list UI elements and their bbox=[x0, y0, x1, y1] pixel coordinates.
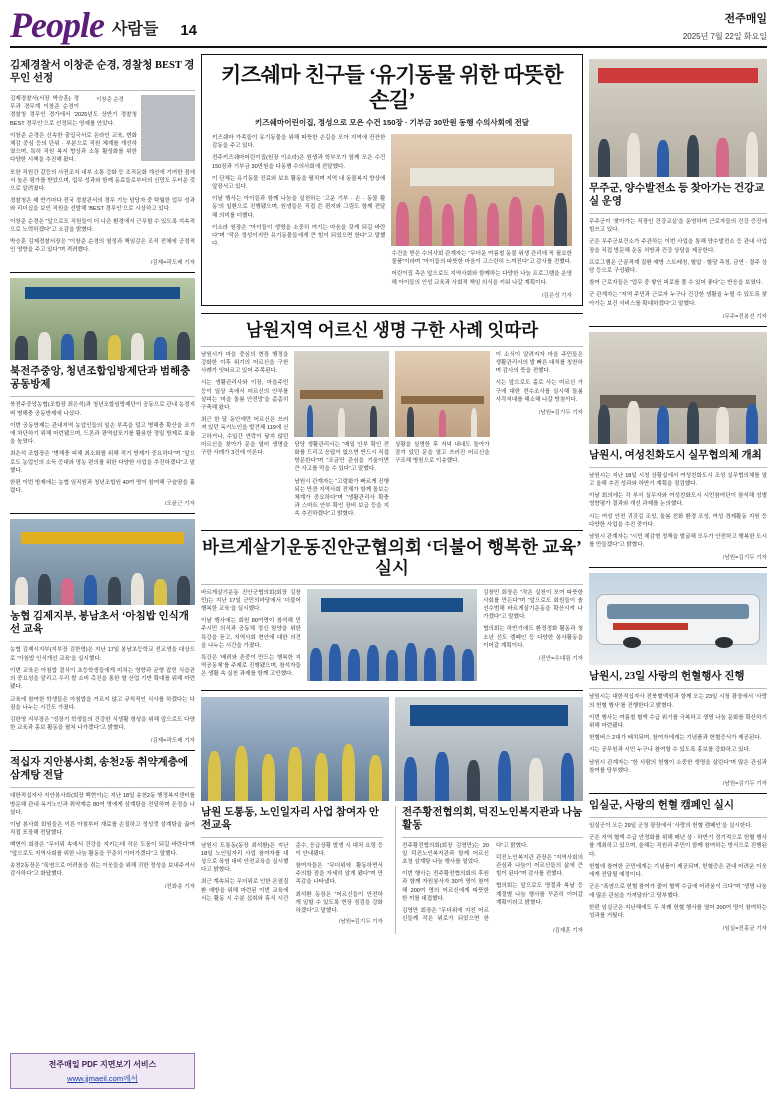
paragraph: 남원시가 마을 중심의 현장 행정을 강화한 이후 위기의 어르신을 구한 사례가 잇따르고 있어 주목된다. bbox=[201, 351, 289, 375]
article-police-officer bbox=[10, 54, 195, 266]
paragraph: 특강은 ‘배려와 존중이 만드는 행복한 지역공동체’를 주제로 진행됐으며, 참석자들은 생활 속 실천 과제를 함께 고민했다. bbox=[201, 655, 301, 678]
paragraph: 남원시는 대한적십자사 전북혈액원과 함께 오는 23일 시청 광장에서 ‘사랑의 헌혈 행사’를 진행한다고 밝혔다. bbox=[589, 694, 767, 709]
officer-portrait bbox=[141, 95, 195, 161]
divider bbox=[589, 467, 767, 468]
article-photo bbox=[10, 519, 195, 605]
paragraph: 최은석 조합장은 “병해충 피해 최소화를 위해 적기 방제가 중요하다”며 “앞으로도 농업인의 소득 증대와 영농 편의를 위한 다양한 사업을 추진하겠다”고 말했다. bbox=[10, 451, 195, 474]
article-headline: 북전주중앙, 청년조합임방제단과 범해충 공동방제 bbox=[10, 366, 191, 391]
page-number: 14 bbox=[180, 22, 198, 39]
paragraph: 시는 앞으로도 홀로 사는 어르신 가구에 대한 전수조사를 실시해 돌봄 사각지대를 해소해 나갈 방침이다. bbox=[495, 380, 583, 403]
byline: /김은성 기자 bbox=[541, 292, 572, 299]
article-photo bbox=[589, 59, 767, 177]
paragraph: 김제경찰서(서장 박승훈) 경무과 경무계 이창준 순경이 경찰청 경무인 경가에서 ‘2025년도 상반기 경찰청 BEST 경무인’으로 선정되는 영예를 안았다. bbox=[10, 96, 137, 127]
column-middle bbox=[201, 54, 583, 934]
paragraph: 무주군이 ‘찾아가는 직장인 건강교실’을 운영하며 근로자들의 건강 증진에 힘쓰고 있다. bbox=[589, 219, 767, 234]
paragraph: 이 소식이 알려지자 마을 주민들은 생활관리사의 발 빠른 대처를 칭찬하며 감사의 뜻을 전했다. bbox=[495, 351, 583, 375]
paragraph: 최석환 동장은 “어르신들이 안전하게 일할 수 있도록 현장 점검을 강화하겠다”고 말했다. bbox=[295, 891, 383, 915]
paragraph: 이번 공동방제는 관내지역 농업인들의 일손 부족을 덜고 병해충 확산을 조기에 차단하기 위해 마련됐으며, 드론과 광역살포기를 활용한 정밀 방제로 효율을 높였다. bbox=[10, 422, 195, 446]
paragraph: 한편 임실군은 지난해에도 두 차례 헌혈 행사를 열어 200여 명이 참여하는 성과를 거뒀다. bbox=[589, 904, 767, 919]
paragraph: 이번 행사는 여름철 혈액 수급 위기를 극복하고 생명 나눔 문화를 확산하기 위해 마련됐다. bbox=[589, 714, 767, 730]
paragraph: 시는 여성 안전 귀갓길 조성, 돌봄 친화 환경 조성, 여성 경제활동 지원 등 다양한 사업을 추진 중이다. bbox=[589, 513, 767, 528]
paper-date: 2025년 7월 22일 화요일 bbox=[682, 32, 767, 41]
article-health-class bbox=[589, 54, 767, 320]
paragraph: 어린이집 측은 앞으로도 지역사회와 함께하는 다양한 나눔 프로그램을 운영해 아이들의 인성 교육과 사회적 책임 의식을 키워 나갈 계획이다. bbox=[391, 271, 572, 286]
paragraph: 남원시 관계자는 “한 사람의 헌혈이 소중한 생명을 살린다”며 많은 관심과 참여를 당부했다. bbox=[589, 759, 767, 774]
paragraph: 또한 직원간 갈등의 사전조치 내부 소통 강화 등 조직문화 개선에 기여한 점에서 높은 평가를 받았으며, 업무 성과와 함께 동료들로부터의 신망도 두터운 것으로 알려졌다. bbox=[10, 169, 195, 193]
article-photo bbox=[10, 278, 195, 360]
column-right bbox=[589, 54, 767, 934]
paragraph: 시는 생활관리사와 이장, 마을주민 등이 일상 속에서 어르신의 안부를 살피는 ‘마을 돌봄 안전망’을 촘촘히 구축해 왔다. bbox=[201, 380, 289, 412]
paragraph: 농협 김제시지부(지부장 김한영)은 지난 17일 봉남초등학교 전교생을 대상으로 ‘아침밥 인식개선 교육’을 실시했다. bbox=[10, 647, 195, 662]
article-photo bbox=[307, 589, 477, 681]
divider bbox=[10, 750, 195, 751]
paragraph: 키즈쉐마 가족들이 유기동물을 위해 따뜻한 손길을 모아 지역에 잔잔한 감동을 주고 있다. bbox=[212, 135, 386, 150]
article-photo bbox=[589, 573, 767, 665]
paragraph: 덕진노인복지관 관장은 “지역사회의 관심과 나눔이 어르신들의 삶에 큰 힘이 된다”며 감사를 전했다. bbox=[495, 854, 583, 878]
paragraph: 박승훈 김제경찰서장은 “이창준 순경의 열정과 책임감은 조직 전체에 긍정적인 영향을 주고 있다”며 격려했다. bbox=[10, 239, 195, 254]
paragraph: 김창민 회장은 “작은 실천이 모여 따뜻한 사회를 만든다”며 “앞으로도 회원들이 솔선수범해 바르게살기운동을 확산시켜 나가겠다”고 말했다. bbox=[483, 589, 583, 621]
byline: /임실=전홍균 기자 bbox=[722, 926, 767, 933]
paragraph: 임실군이 오는 29일 군청 광장에서 ‘사랑의 헌혈 캠페인’을 실시한다. bbox=[589, 823, 753, 830]
divider bbox=[201, 346, 583, 347]
paragraph: 군 관계자는 “지역 주민과 근로자 누구나 건강한 생활을 누릴 수 있도록 찾아가는 보건 서비스를 확대하겠다”고 말했다. bbox=[589, 292, 767, 307]
article-headline: 남원 도통동, 노인일자리 사업 참여자 안전교육 bbox=[201, 806, 380, 831]
divider bbox=[201, 584, 583, 585]
article-breakfast-education bbox=[10, 519, 195, 744]
article-kids-donation bbox=[201, 54, 583, 306]
divider bbox=[402, 837, 583, 838]
paragraph: 김영만 회장은 “무더위에 지친 어르신들께 작은 위로가 되었으면 한다”고 밝혔다. bbox=[401, 842, 528, 923]
paragraph: 남원시 관계자는 “고령화가 빠르게 진행되는 만큼 지역사회 전체가 함께 돌보는 체계가 중요하다”며 “생활관리사 확충과 스마트 안부 확인 장비 보급 등을 지속 추진하겠다”고 밝혔다. bbox=[294, 478, 389, 518]
article-headline: 남원시, 23일 사랑의 헌혈행사 진행 bbox=[589, 671, 745, 683]
byline: /무주=전봉선 기자 bbox=[722, 313, 767, 320]
article-headline: 무주군, 양수발전소 등 찾아가는 건강교실 운영 bbox=[589, 183, 765, 207]
paragraph: 군은 “폭염으로 헌혈 참여가 줄어 혈액 수급에 어려움이 크다”며 “생명 나눔에 많은 관심을 가져달라”고 당부했다. bbox=[589, 884, 767, 899]
blood-donation-bus-icon bbox=[596, 594, 760, 646]
article-samgyetang-delivery bbox=[10, 756, 195, 890]
masthead bbox=[10, 5, 767, 48]
article-photo bbox=[201, 697, 389, 801]
divider bbox=[589, 213, 767, 214]
article-pest-control bbox=[10, 278, 195, 507]
paragraph: 수건을 받은 수의사회 관계자는 “무더운 여름철 동물 위생 관리에 꼭 필요한 물품”이라며 “아이들의 따뜻한 마음이 고스란히 느껴진다”고 감사를 전했다. bbox=[391, 251, 572, 266]
paragraph: 상황을 설명한 후 저녁 내내도 돌아가 잠겨 있던 문을 열고 쓰러진 어르신을 구조해 병원으로 이송했다. bbox=[395, 441, 490, 465]
paragraph: 이창준 순경은 “앞으로도 직원들이 더 나은 환경에서 근무할 수 있도록 지속적으로 노력하겠다”고 소감을 밝혔다. bbox=[10, 218, 195, 233]
article-blood-donation-namwon bbox=[589, 573, 767, 787]
paragraph: 헌혈버스 2대가 배치되며, 참여자에게는 기념품과 헌혈증서가 제공된다. bbox=[589, 735, 762, 742]
article-headline: 농협 김제지부, 봉남초서 ‘아침밥 인식개선 교육 bbox=[10, 611, 189, 636]
divider bbox=[10, 396, 195, 397]
article-headline: 적십자 지안봉사회, 송천2동 취약계층에 삼계탕 전달 bbox=[10, 757, 189, 782]
article-subhead: 키즈쉐마어린이집, 정성으로 모은 수건 150장 · 기부금 30만원 동행 수의사회에 전달 bbox=[254, 118, 530, 127]
article-blood-donation-imsil bbox=[589, 799, 767, 932]
column-left bbox=[10, 54, 195, 934]
paragraph: 남원시 도통동(동장 최석환)은 지난 18일 노인일자리 사업 참여자를 대상으로 폭염 대비 안전교육을 실시했다고 밝혔다. bbox=[201, 842, 289, 874]
paragraph: 이날 봉사회 회원들은 이른 아침부터 재료를 손질하고 정성껏 삼계탕을 끓여 직접 포장해 전달했다. bbox=[10, 821, 195, 837]
paragraph: 송천2동장은 “폭염으로 어려움을 겪는 이웃들을 위해 귀한 정성을 보내주셔서 감사하다”고 화답했다. bbox=[10, 862, 195, 877]
divider bbox=[201, 837, 383, 838]
byline: /남원=김기두 기자 bbox=[538, 410, 583, 417]
divider bbox=[10, 513, 195, 514]
byline: /김제=곽도배 기자 bbox=[150, 738, 195, 745]
article-headline: 임실군, 사랑의 헌혈 캠페인 실시 bbox=[589, 800, 734, 812]
article-jinan-education bbox=[201, 530, 583, 683]
article-body-wrap bbox=[212, 134, 572, 299]
paragraph: 군은 지역 혈액 수급 안정화를 위해 매년 상 · 하반기 정기적으로 헌혈 행사를 개최하고 있으며, 올해는 직원과 주민이 함께 참여하는 방식으로 진행된다. bbox=[589, 835, 767, 858]
paragraph: 남원시는 지난 18일 시청 상황실에서 여성친화도시 조성 실무협의체를 열고 올해 추진 성과와 하반기 계획을 점검했다. bbox=[589, 472, 767, 488]
article-photo bbox=[589, 332, 767, 444]
paragraph: 한편 이번 방제에는 농협 임직원과 청년조합원 40여 명이 참여해 구슬땀을 흘렸다. bbox=[10, 480, 195, 495]
paragraph: 참여 근로자들은 “업무 중 쌓인 피로를 풀 수 있어 좋다”는 반응을 보였다. bbox=[589, 280, 763, 287]
paragraph: 이날 행사는 아이들과 함께 나눔을 실천하는 ‘고운 기부 · 손 · 동물 활동’의 일환으로 진행됐으며, 원생들은 직접 쓴 편지와 그림도 함께 전달해 의미를 더했다. bbox=[212, 196, 386, 219]
paragraph: 전주황전협의회(회장 김영만)는 20일 덕진노인복지관과 함께 어르신 초청 삼계탕 나눔 행사를 열었다. bbox=[401, 842, 489, 866]
paragraph: 협의회는 하반기에도 환경정화 활동과 청소년 선도 캠페인 등 다양한 봉사활동을 이어갈 계획이다. bbox=[483, 626, 583, 649]
byline: /남원=김기두 기자 bbox=[338, 919, 383, 926]
pdf-service-promo[interactable] bbox=[10, 1053, 195, 1089]
paragraph: 이소라 원장은 “아이들이 생명을 소중히 여기는 마음을 갖게 되길 바란다”며 “작은 정성이지만 유기동물들에게 큰 힘이 되었으면 한다”고 말했다. bbox=[212, 224, 386, 248]
article-headline: 바르게살기운동진안군협의회 ‘더불어 행복한 교육’ 실시 bbox=[202, 536, 582, 578]
paragraph: 이날 행사에는 회원 80여명이 참석해 민주시민 의식과 공동체 정신 함양을 위한 특강을 듣고, 지역사회 현안에 대한 의견을 나누는 시간을 가졌다. bbox=[201, 618, 301, 649]
paragraph: 이번 교육은 아침밥 결식이 초등학생들에게 미치는 영향과 균형 잡힌 식습관의 중요성을 알리고 우리 쌀 소비 촉진을 통한 쌀 산업 기반 확대를 위해 마련됐다. bbox=[10, 667, 195, 691]
paragraph: 바르게살기운동 진안군협의회(회장 김창민)는 지난 17일 군민의마당에서 ‘더불어 행복한 교육’을 실시했다. bbox=[201, 589, 301, 613]
paragraph: 헌혈에 참여한 군민에게는 기념품이 제공되며, 헌혈증은 관내 어려운 이웃에게 전달될 예정이다. bbox=[589, 863, 767, 879]
article-body-wrap bbox=[201, 351, 583, 523]
article-headline: 전주황전협의회, 덕진노인복지관과 나눔 활동 bbox=[401, 806, 583, 831]
byline: /전화송 기자 bbox=[164, 884, 195, 891]
paragraph: 이 단체는 유기동물 진료와 보호 활동을 펼치며 지역 내 동물복지 향상에 앞장서고 있다. bbox=[212, 175, 386, 191]
article-headline: 남원시, 여성친화도시 실무협의체 개최 bbox=[589, 449, 762, 461]
page-columns bbox=[10, 54, 767, 934]
masthead-right bbox=[683, 10, 767, 42]
divider bbox=[589, 688, 767, 689]
divider bbox=[10, 787, 195, 788]
byline: /김재훈 기자 bbox=[552, 927, 583, 934]
article-photo bbox=[395, 351, 490, 437]
byline: /남원=김기두 기자 bbox=[722, 781, 767, 788]
paragraph: 이창준 순경은 신속한 출입국서로 온라인 교육, 변화체감 중심 등의 단위 · 부분으로 직원 체계를 개선하 였으며, 특히 직원 복지 향상과 소통 활성화를 위한 다양한 시책을 추진해 왔다. bbox=[10, 132, 137, 164]
divider bbox=[589, 326, 767, 327]
portrait-caption: 이창준 순경 bbox=[96, 97, 124, 103]
paragraph: 참여자들은 “무더위에 활동하면서 주의할 점을 자세히 알게 됐다”며 만족감을 나타냈다. bbox=[295, 863, 383, 886]
paragraph: 경찰청은 매 반기마다 전국 경찰관서의 경무 기능 담당자 중 탁월한 업무 성과와 리더십을 보인 직원을 선발해 ‘BEST 경무인’으로 시상하고 있다. bbox=[10, 198, 195, 213]
logo-people: People bbox=[10, 5, 104, 45]
article-headline: 키즈쉐마 친구들 ‘유기동물 위한 따뜻한 손길’ bbox=[220, 63, 564, 112]
paragraph: 군은 무주군보건소가 주관하는 이번 사업을 통해 양수발전소 등 관내 사업장을 직접 방문해 운동 처방과 건강 상담을 제공한다. bbox=[589, 239, 767, 254]
article-pair bbox=[201, 690, 583, 934]
article-women-friendly-city bbox=[589, 332, 767, 562]
paragraph: 북전주중앙농협(조합장 최은석)과 청년조합임방제단이 공동으로 관내 농경지 벼 병해충 공동방제에 나섰다. bbox=[10, 402, 195, 417]
article-headline: 김제경찰서 이창준 순경, 경찰청 BEST 경무인 선정 bbox=[10, 60, 195, 84]
byline: /진안=우대림 기자 bbox=[538, 656, 583, 663]
article-photo bbox=[294, 351, 389, 437]
paragraph: 최근 한 달 동안에만 어르신은 쓰러져 있던 독거노인을 발견해 119에 신고하거나, 수일간 연락이 닿지 않던 어르신을 찾아가 문을 열어 생명을 구한 사례가 3건에 이른다. bbox=[201, 417, 289, 457]
byline: /남원=김기두 기자 bbox=[722, 555, 767, 562]
promo-title: 전주매일 PDF 지면보기 서비스 bbox=[48, 1059, 157, 1069]
logo-korean: 사람들 bbox=[111, 21, 159, 38]
paragraph: 교육에 참여한 학생들은 아침밥을 거르지 않고 규칙적인 식사를 하겠다는 다짐을 나누는 시간도 가졌다. bbox=[10, 696, 195, 711]
paragraph: 남원시 관계자는 “시민 체감형 정책을 발굴해 모두가 안전하고 행복한 도시를 만들겠다”고 밝혔다. bbox=[589, 534, 767, 549]
divider bbox=[589, 567, 767, 568]
divider bbox=[10, 641, 195, 642]
article-headline: 남원지역 어르신 생명 구한 사례 잇따라 bbox=[245, 319, 539, 340]
article-body-wrap bbox=[201, 589, 583, 683]
divider bbox=[589, 793, 767, 794]
byline: /김제=곽도배 기자 bbox=[150, 260, 195, 267]
photo-row bbox=[201, 697, 583, 801]
paragraph: 이날 회의에는 각 부서 실무자와 여성친화도시 시민참여단이 참석해 성별영향평가 결과와 개선 과제를 논의했다. bbox=[589, 493, 767, 508]
divider bbox=[10, 90, 195, 91]
promo-link[interactable]: www.jjmaeil.com에서 bbox=[67, 1073, 138, 1083]
paragraph: 시는 공무원과 시민 누구나 참여할 수 있도록 홍보를 강화하고 있다. bbox=[589, 747, 751, 754]
masthead-left bbox=[10, 5, 198, 45]
paper-name: 전주매일 bbox=[724, 13, 767, 25]
article-photo bbox=[391, 134, 572, 246]
article-photo bbox=[395, 697, 583, 801]
paragraph: 프로그램은 근골격계 질환 예방 스트레칭, 혈압 · 혈당 측정, 금연 · 절주 상담 등으로 구성됐다. bbox=[589, 259, 767, 275]
paragraph: 전주키즈쉐마어린이집(원장 이소라)은 원생과 학부모가 함께 모은 수건 150장과 기부금 30만원을 다동행 수의사회에 전달했다. bbox=[212, 155, 386, 170]
article-pair-text bbox=[201, 806, 583, 934]
paragraph: 협의회는 앞으로도 명절과 복날 등 계절별 나눔 행사를 꾸준히 이어갈 계획이라고 밝혔다. bbox=[495, 883, 583, 906]
paragraph: 백현이 회장은 “무더위 속에서 건강을 지키는데 작은 도움이 되길 바란다”며 “앞으로도 지역사회를 위한 나눔 활동을 꾸준히 이어가겠다”고 말했다. bbox=[10, 842, 195, 857]
paragraph: 대한적십자사 지안봉사회(회장 백현이)는 지난 18일 송천2동 행정복지센터를 방문해 관내 독거노인과 취약계층 80여 명에게 삼계탕을 전달하며 온정을 나눴다. bbox=[10, 793, 195, 816]
divider bbox=[10, 272, 195, 273]
paragraph: 최근 계속되는 무더위로 인한 온열질환 예방을 위해 마련된 이번 교육에서는 활동 시 수분 섭취와 휴식 시간 준수, 응급상황 발생 시 대처 요령 등이 안내됐다. bbox=[201, 842, 383, 902]
paragraph: 이번 행사는 전주황전협의회의 후원과 함께 자원봉사자 30여 명이 참여해 200여 명의 어르신에게 따뜻한 한 끼를 대접했다. bbox=[401, 871, 489, 902]
article-elderly-rescue bbox=[201, 313, 583, 523]
paragraph: 담당 생활관리사는 “매일 안부 확인 전화를 드리고 응답이 없으면 반드시 직접 방문한다”며 “조금만 관심을 기울이면 큰 사고를 막을 수 있다”고 말했다. bbox=[294, 441, 389, 473]
divider bbox=[589, 817, 767, 818]
byline: /오윤근 기자 bbox=[164, 501, 195, 508]
paragraph: 김한영 지부장은 “성장기 학생들의 건강한 식생활 형성을 위해 앞으로도 다양한 교육과 홍보 활동을 펼쳐 나가겠다”고 밝혔다. bbox=[10, 716, 195, 732]
